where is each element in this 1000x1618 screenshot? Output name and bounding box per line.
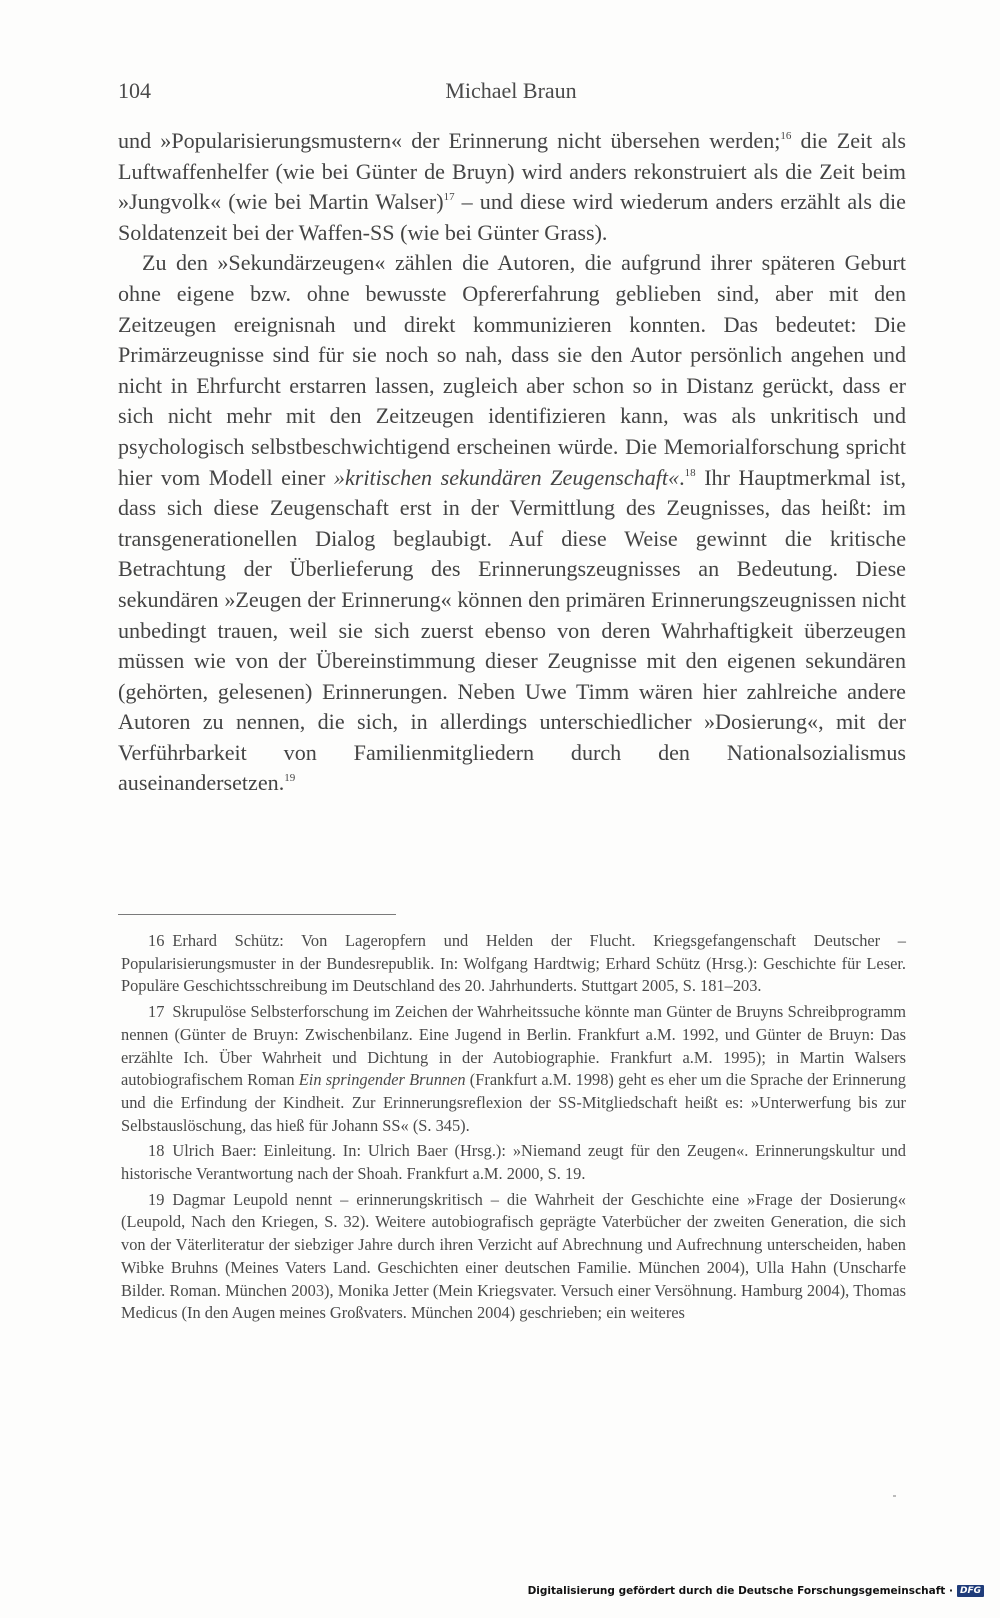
paragraph-2-italic-term: »kritischen sekundären Zeugenschaft« [333, 464, 680, 490]
footnote-16 [121, 930, 906, 998]
footnote-ref-16: 16 [780, 130, 792, 142]
paragraph-1-text-b: die Zeit als Luftwaffenhelfer (wie bei Günter de Bruyn) wird anders rekonstruiert als die Zeit beim »Jungvolk« (wie bei Martin Walser) [118, 128, 906, 215]
digitization-footer [528, 1582, 984, 1600]
paragraph-1 [118, 126, 906, 248]
footnotes [121, 930, 906, 1328]
paragraph-1-text-a: und »Popularisierungsmustern« der Erinnerung nicht übersehen werden; [118, 128, 781, 153]
footnote-text: Dagmar Leupold nennt – erinnerungskritisch – die Wahrheit der Geschichte eine »Frage der Dosierung« (Leupold, Nach den Kriegen, S. 32). Weitere autobiografisch geprägte Vaterbücher der zweiten Generation, die sich von der Väterliteratur der siebziger Jahre durch ihren Verzicht auf Abrechnung und Aufrechnung unterscheiden, haben Wibke Bruhns (Meines Vaters Land. Geschichten einer deutschen Familie. München 2004), Ulla Hahn (Unscharfe Bilder. Roman. München 2003), Monika Jetter (Mein Kriegsvater. Versuch einer Versöhnung. Hamburg 2004), Thomas Medicus (In den Augen meines Großvaters. München 2004) geschrieben; ein weiteres [121, 1189, 906, 1323]
footnote-text: Skrupulöse Selbsterforschung im Zeichen der Wahrheitssuche könnte man Günter de Bruyns Schreibprogramm nennen (Günter de Bruyn: Zwischenbilanz. Eine Jugend in Berlin. Frankfurt a.M. 1992, und Günter de Bruyn: Das erzählte Ich. Über Wahrheit und Dichtung in der Autobiographie. Frankfurt a.M. 1995); in Martin Walsers autobiografischem Roman [121, 1002, 906, 1090]
main-text [118, 126, 906, 799]
digitization-note: Digitalisierung gefördert durch die Deutsche Forschungsgemeinschaft · [527, 1585, 953, 1597]
page-number: 104 [118, 78, 151, 103]
paragraph-2-text-a: Zu den »Sekundärzeugen« zählen die Autoren, die aufgrund ihrer späteren Geburt ohne eigene bzw. ohne bewusste Opfererfahrung geblieben sind, aber mit den Zeitzeugen ereignisnah und direkt kommunizieren konnten. Das bedeutet: Die Primärzeugnisse sind für sie noch so nah, dass sie den Autor persönlich angehen und nicht in Ehrfurcht erstarren lassen, zugleich aber schon so in Distanz gerückt, dass er sich nicht mehr mit den Zeitzeugen identifizieren kann, was als unkritisch und psychologisch selbstbeschwichtigend erscheinen würde. Die Memorialforschung spricht hier vom Modell einer [118, 250, 906, 490]
footnote-ref-17: 17 [443, 191, 455, 204]
footnote-text: (Frankfurt a.M. 1998) geht es eher um die Sprache der Erinnerung und die Erfindung der Kindheit. Zur Erinnerungsreflexion der SS-Mitgliedschaft heißt es: »Unterwerfung bis zur Selbstauslöschung, das hieß für Johann SS« (S. 345). [121, 1070, 907, 1135]
paragraph-2-text-c: Ihr Hauptmerkmal ist, dass sich diese Zeugenschaft erst in der Vermittlung des Zeugnisses, das heißt: im transgenerationellen Dialog beglaubigt. Auf diese Weise gewinnt die kritische Betrachtung der Überlieferung des Erinnerungszeugnisses an Bedeutung. Diese sekundären »Zeugen der Erinnerung« können den primären Erinnerungszeugnissen nicht unbedingt trauen, weil sie sich zuerst ebenso von deren Wahrhaftigkeit überzeugen müssen wie von der Übereinstimmung dieser Zeugnisse mit den eigenen sekundären (gehörten, gelesenen) Erinnerungen. Neben Uwe Timm wären hier zahlreiche andere Autoren zu nennen, die sich, in allerdings unterschiedlicher »Dosierung«, mit der Verführbarkeit von Familienmitgliedern durch den Nationalsozialismus auseinandersetzen. [118, 464, 907, 796]
footnote-number: 17 [148, 1002, 165, 1022]
scan-speck [893, 1495, 896, 1497]
running-head-author: Michael Braun [445, 78, 577, 103]
footnote-18 [121, 1140, 906, 1185]
running-header [118, 78, 904, 110]
footnote-text: Erhard Schütz: Von Lageropfern und Helden der Flucht. Kriegsgefangenschaft Deutscher – Popularisierungsmuster in der Bundesrepublik. In: Wolfgang Hardtwig; Erhard Schütz (Hrsg.): Geschichte für Leser. Populäre Geschichtsschreibung im Deutschland des 20. Jahrhunderts. Stuttgart 2005, S. 181–203. [121, 931, 906, 996]
footnote-separator [118, 914, 396, 915]
paragraph-2-text-b: . [679, 464, 685, 490]
footnote-number: 16 [148, 931, 165, 950]
paragraph-2 [118, 248, 906, 799]
footnote-italic-title: Ein springender Brunnen [298, 1070, 466, 1090]
footnote-ref-19: 19 [284, 772, 296, 785]
footnote-number: 18 [148, 1141, 165, 1161]
footnote-text: Ulrich Baer: Einleitung. In: Ulrich Baer (Hrsg.): »Niemand zeugt für den Zeugen«. Erinnerungskultur und historische Verantwortung nach der Shoah. Frankfurt a.M. 2000, S. 19. [121, 1141, 906, 1184]
footnote-17 [121, 1001, 906, 1137]
footnote-19 [121, 1189, 906, 1325]
footnote-ref-18: 18 [684, 466, 696, 479]
paragraph-1-text-c: – und diese wird wiederum anders erzählt als die Soldatenzeit bei der Waffen-SS (wie bei Günter Grass). [118, 189, 906, 245]
footnote-number: 19 [148, 1189, 165, 1209]
dfg-logo: DFG [957, 1585, 984, 1597]
